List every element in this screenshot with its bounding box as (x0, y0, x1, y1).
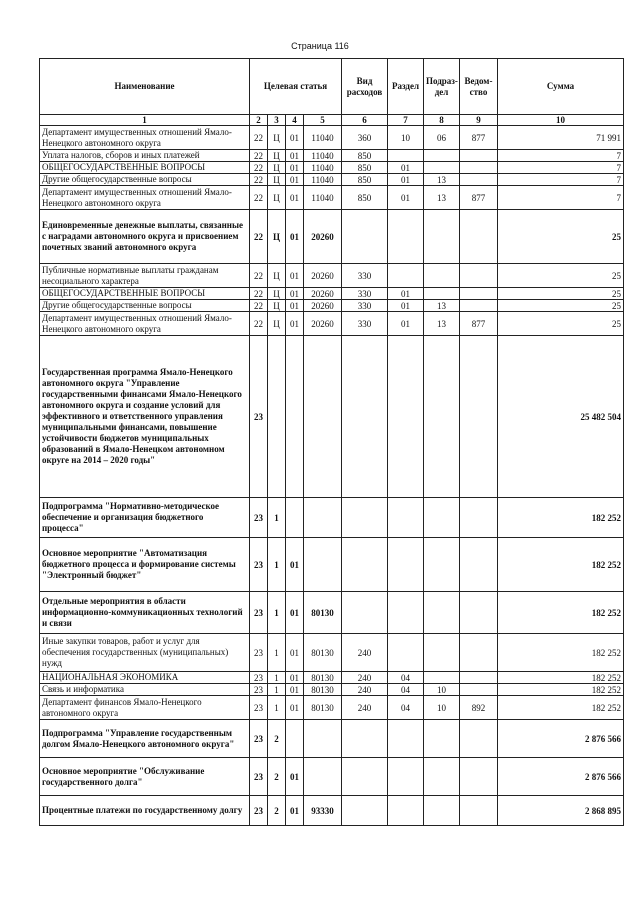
row-podrazdel: 13 (424, 300, 460, 312)
row-vid (342, 336, 388, 498)
row-vedomstvo (460, 672, 498, 684)
row-name: Подпрограмма "Нормативно-методическое обеспечение и организация бюджетного процесса" (40, 498, 250, 538)
target-code-2: 1 (268, 696, 286, 720)
row-name: Уплата налогов, сборов и иных платежей (40, 150, 250, 162)
target-code-1: 23 (250, 696, 268, 720)
row-vid: 330 (342, 300, 388, 312)
target-code-2 (268, 336, 286, 498)
row-vedomstvo (460, 758, 498, 796)
target-code-2: Ц (268, 174, 286, 186)
row-vid: 240 (342, 634, 388, 672)
target-code-2: Ц (268, 126, 286, 150)
row-podrazdel: 13 (424, 186, 460, 210)
row-vid: 240 (342, 684, 388, 696)
target-code-4: 20260 (304, 312, 342, 336)
row-razdel (388, 498, 424, 538)
target-code-1: 23 (250, 684, 268, 696)
target-code-1: 22 (250, 288, 268, 300)
row-sum: 25 (498, 288, 624, 300)
row-sum: 2 868 895 (498, 796, 624, 826)
row-vedomstvo (460, 288, 498, 300)
row-razdel: 01 (388, 162, 424, 174)
row-vedomstvo (460, 162, 498, 174)
target-code-1: 22 (250, 150, 268, 162)
row-podrazdel (424, 288, 460, 300)
row-sum: 2 876 566 (498, 758, 624, 796)
table-row (40, 696, 624, 720)
row-vid (342, 538, 388, 592)
row-razdel: 01 (388, 174, 424, 186)
row-vid (342, 210, 388, 264)
target-code-3: 01 (286, 186, 304, 210)
table-row (40, 684, 624, 696)
row-sum: 7 (498, 150, 624, 162)
row-vedomstvo (460, 592, 498, 634)
row-sum: 25 482 504 (498, 336, 624, 498)
row-razdel (388, 210, 424, 264)
row-name: Департамент имущественных отношений Ямало-Ненецкого автономного округа (40, 312, 250, 336)
target-code-2: 1 (268, 684, 286, 696)
row-vedomstvo (460, 210, 498, 264)
row-vedomstvo: 892 (460, 696, 498, 720)
table-row (40, 634, 624, 672)
row-podrazdel (424, 162, 460, 174)
column-number: 9 (460, 115, 498, 126)
target-code-1: 22 (250, 162, 268, 174)
row-name: Подпрограмма "Управление государственным долгом Ямало-Ненецкого автономного округа" (40, 720, 250, 758)
target-code-3: 01 (286, 288, 304, 300)
header-target-article: Целевая статья (250, 59, 342, 115)
target-code-4: 11040 (304, 174, 342, 186)
target-code-3 (286, 498, 304, 538)
target-code-4: 11040 (304, 162, 342, 174)
row-vid: 330 (342, 288, 388, 300)
row-vedomstvo (460, 634, 498, 672)
target-code-4: 11040 (304, 186, 342, 210)
row-podrazdel (424, 672, 460, 684)
row-sum: 182 252 (498, 696, 624, 720)
row-vedomstvo (460, 336, 498, 498)
row-vedomstvo (460, 538, 498, 592)
table-row (40, 186, 624, 210)
row-podrazdel (424, 538, 460, 592)
table-row (40, 150, 624, 162)
row-name: Отдельные мероприятия в области информационно-коммуникационных технологий и связи (40, 592, 250, 634)
header-vid: Вид расходов (342, 59, 388, 115)
row-sum: 25 (498, 210, 624, 264)
target-code-3: 01 (286, 162, 304, 174)
target-code-2: 1 (268, 538, 286, 592)
target-code-3: 01 (286, 592, 304, 634)
target-code-3: 01 (286, 758, 304, 796)
row-vedomstvo: 877 (460, 126, 498, 150)
row-podrazdel (424, 264, 460, 288)
target-code-2: Ц (268, 264, 286, 288)
table-row (40, 592, 624, 634)
row-sum: 71 991 (498, 126, 624, 150)
table-row (40, 538, 624, 592)
target-code-2: 2 (268, 758, 286, 796)
row-vedomstvo: 877 (460, 312, 498, 336)
table-row (40, 312, 624, 336)
target-code-4 (304, 758, 342, 796)
row-podrazdel (424, 796, 460, 826)
row-vedomstvo (460, 174, 498, 186)
table-row (40, 336, 624, 498)
row-razdel: 04 (388, 696, 424, 720)
row-razdel (388, 720, 424, 758)
row-vedomstvo (460, 684, 498, 696)
row-name: Связь и информатика (40, 684, 250, 696)
target-code-1: 23 (250, 634, 268, 672)
column-number-row (40, 115, 624, 126)
header-razdel: Раздел (388, 59, 424, 115)
row-sum: 25 (498, 264, 624, 288)
target-code-1: 23 (250, 538, 268, 592)
target-code-2: Ц (268, 300, 286, 312)
row-sum: 2 876 566 (498, 720, 624, 758)
row-name: НАЦИОНАЛЬНАЯ ЭКОНОМИКА (40, 672, 250, 684)
row-name: Департамент имущественных отношений Ямало-Ненецкого автономного округа (40, 186, 250, 210)
column-number: 5 (304, 115, 342, 126)
row-razdel (388, 796, 424, 826)
row-vid: 330 (342, 264, 388, 288)
column-number: 4 (286, 115, 304, 126)
row-podrazdel (424, 210, 460, 264)
row-vid (342, 498, 388, 538)
target-code-4 (304, 720, 342, 758)
target-code-2: Ц (268, 162, 286, 174)
row-name: Иные закупки товаров, работ и услуг для обеспечения государственных (муниципальных) нужд (40, 634, 250, 672)
row-razdel (388, 336, 424, 498)
row-razdel (388, 634, 424, 672)
target-code-3: 01 (286, 696, 304, 720)
target-code-2: Ц (268, 186, 286, 210)
target-code-1: 22 (250, 174, 268, 186)
row-razdel (388, 758, 424, 796)
target-code-3: 01 (286, 634, 304, 672)
column-number: 8 (424, 115, 460, 126)
target-code-4 (304, 538, 342, 592)
row-vedomstvo (460, 498, 498, 538)
row-vid (342, 720, 388, 758)
target-code-1: 22 (250, 210, 268, 264)
target-code-3 (286, 720, 304, 758)
target-code-1: 22 (250, 186, 268, 210)
target-code-3: 01 (286, 174, 304, 186)
column-number: 7 (388, 115, 424, 126)
target-code-1: 23 (250, 592, 268, 634)
target-code-4: 20260 (304, 264, 342, 288)
target-code-2: 2 (268, 720, 286, 758)
row-sum: 7 (498, 174, 624, 186)
target-code-4 (304, 498, 342, 538)
row-vid (342, 758, 388, 796)
row-podrazdel (424, 634, 460, 672)
row-podrazdel: 10 (424, 696, 460, 720)
target-code-3: 01 (286, 264, 304, 288)
row-podrazdel (424, 720, 460, 758)
row-sum: 25 (498, 300, 624, 312)
column-number: 10 (498, 115, 624, 126)
row-podrazdel (424, 150, 460, 162)
target-code-4: 80130 (304, 592, 342, 634)
row-vedomstvo: 877 (460, 186, 498, 210)
row-podrazdel (424, 758, 460, 796)
target-code-2: 1 (268, 634, 286, 672)
row-razdel (388, 592, 424, 634)
header-summa: Сумма (498, 59, 624, 115)
row-name: Основное мероприятие "Обслуживание государственного долга" (40, 758, 250, 796)
row-sum: 182 252 (498, 672, 624, 684)
target-code-2: Ц (268, 288, 286, 300)
target-code-4: 80130 (304, 696, 342, 720)
target-code-4: 11040 (304, 150, 342, 162)
target-code-4: 11040 (304, 126, 342, 150)
row-sum: 25 (498, 312, 624, 336)
target-code-3: 01 (286, 538, 304, 592)
row-vid: 330 (342, 312, 388, 336)
target-code-1: 23 (250, 758, 268, 796)
row-name: Процентные платежи по государственному долгу (40, 796, 250, 826)
row-razdel (388, 264, 424, 288)
table-header-row (40, 59, 624, 115)
column-number: 6 (342, 115, 388, 126)
target-code-3: 01 (286, 300, 304, 312)
target-code-3: 01 (286, 126, 304, 150)
row-sum: 182 252 (498, 592, 624, 634)
row-name: Государственная программа Ямало-Ненецкого автономного округа "Управление государственными финансами Ямало-Ненецкого автономного округа и создание условий для эффективного и ответственного управления муниципальными финансами, повышение устойчивости бюджетов муниципальных образований в Ямало-Ненецком автономном округе на 2014 – 2020 годы" (40, 336, 250, 498)
row-vedomstvo (460, 796, 498, 826)
target-code-3 (286, 336, 304, 498)
table-row (40, 498, 624, 538)
row-razdel (388, 538, 424, 592)
target-code-2: Ц (268, 210, 286, 264)
row-vid: 360 (342, 126, 388, 150)
row-razdel: 01 (388, 186, 424, 210)
target-code-2: 1 (268, 672, 286, 684)
header-podrazdel: Подраз-дел (424, 59, 460, 115)
row-sum: 7 (498, 162, 624, 174)
row-vedomstvo (460, 150, 498, 162)
row-podrazdel (424, 498, 460, 538)
table-row (40, 210, 624, 264)
row-podrazdel: 13 (424, 312, 460, 336)
row-razdel: 04 (388, 684, 424, 696)
target-code-2: 1 (268, 592, 286, 634)
table-row (40, 288, 624, 300)
column-number: 2 (250, 115, 268, 126)
row-razdel: 04 (388, 672, 424, 684)
target-code-2: Ц (268, 312, 286, 336)
row-vid: 850 (342, 150, 388, 162)
target-code-3: 01 (286, 150, 304, 162)
row-razdel: 01 (388, 312, 424, 336)
row-sum: 7 (498, 186, 624, 210)
table-row (40, 300, 624, 312)
table-row (40, 162, 624, 174)
target-code-3: 01 (286, 684, 304, 696)
target-code-1: 23 (250, 720, 268, 758)
row-sum: 182 252 (498, 684, 624, 696)
row-vedomstvo (460, 300, 498, 312)
row-vid: 240 (342, 696, 388, 720)
row-vid: 850 (342, 174, 388, 186)
target-code-1: 22 (250, 300, 268, 312)
row-vedomstvo (460, 720, 498, 758)
row-vid: 850 (342, 186, 388, 210)
table-row (40, 264, 624, 288)
row-razdel: 01 (388, 300, 424, 312)
table-row (40, 758, 624, 796)
column-number: 1 (40, 115, 250, 126)
table-row (40, 126, 624, 150)
row-podrazdel (424, 336, 460, 498)
column-number: 3 (268, 115, 286, 126)
row-podrazdel: 10 (424, 684, 460, 696)
table-row (40, 720, 624, 758)
target-code-2: 1 (268, 498, 286, 538)
row-name: Другие общегосударственные вопросы (40, 300, 250, 312)
row-name: ОБЩЕГОСУДАРСТВЕННЫЕ ВОПРОСЫ (40, 288, 250, 300)
target-code-3: 01 (286, 312, 304, 336)
row-name: Департамент имущественных отношений Ямало-Ненецкого автономного округа (40, 126, 250, 150)
row-podrazdel: 06 (424, 126, 460, 150)
target-code-4: 80130 (304, 684, 342, 696)
row-podrazdel: 13 (424, 174, 460, 186)
table-row (40, 796, 624, 826)
row-razdel (388, 150, 424, 162)
target-code-1: 23 (250, 796, 268, 826)
row-name: Основное мероприятие "Автоматизация бюджетного процесса и формирование системы "Электронный бюджет" (40, 538, 250, 592)
target-code-1: 23 (250, 336, 268, 498)
row-name: ОБЩЕГОСУДАРСТВЕННЫЕ ВОПРОСЫ (40, 162, 250, 174)
target-code-4: 20260 (304, 210, 342, 264)
row-vedomstvo (460, 264, 498, 288)
target-code-4: 20260 (304, 300, 342, 312)
target-code-1: 22 (250, 126, 268, 150)
row-razdel: 10 (388, 126, 424, 150)
header-vedomstvo: Ведом-ство (460, 59, 498, 115)
target-code-1: 22 (250, 264, 268, 288)
row-sum: 182 252 (498, 538, 624, 592)
header-name: Наименование (40, 59, 250, 115)
target-code-4: 80130 (304, 634, 342, 672)
row-vid (342, 592, 388, 634)
target-code-1: 23 (250, 672, 268, 684)
table-row (40, 672, 624, 684)
target-code-3: 01 (286, 796, 304, 826)
target-code-1: 22 (250, 312, 268, 336)
target-code-4 (304, 336, 342, 498)
row-vid (342, 796, 388, 826)
row-sum: 182 252 (498, 498, 624, 538)
target-code-4: 80130 (304, 672, 342, 684)
target-code-3: 01 (286, 672, 304, 684)
target-code-4: 20260 (304, 288, 342, 300)
row-sum: 182 252 (498, 634, 624, 672)
row-name: Единовременные денежные выплаты, связанные с наградами автономного округа и присвоением почетных званий автономного округа (40, 210, 250, 264)
row-razdel: 01 (388, 288, 424, 300)
target-code-4: 93330 (304, 796, 342, 826)
target-code-2: 2 (268, 796, 286, 826)
table-row (40, 174, 624, 186)
row-vid: 240 (342, 672, 388, 684)
row-name: Департамент финансов Ямало-Ненецкого автономного округа (40, 696, 250, 720)
row-podrazdel (424, 592, 460, 634)
row-name: Другие общегосударственные вопросы (40, 174, 250, 186)
row-vid: 850 (342, 162, 388, 174)
budget-table (39, 58, 624, 826)
row-name: Публичные нормативные выплаты гражданам несоциального характера (40, 264, 250, 288)
target-code-3: 01 (286, 210, 304, 264)
page-number: Страница 116 (291, 41, 349, 51)
target-code-1: 23 (250, 498, 268, 538)
target-code-2: Ц (268, 150, 286, 162)
